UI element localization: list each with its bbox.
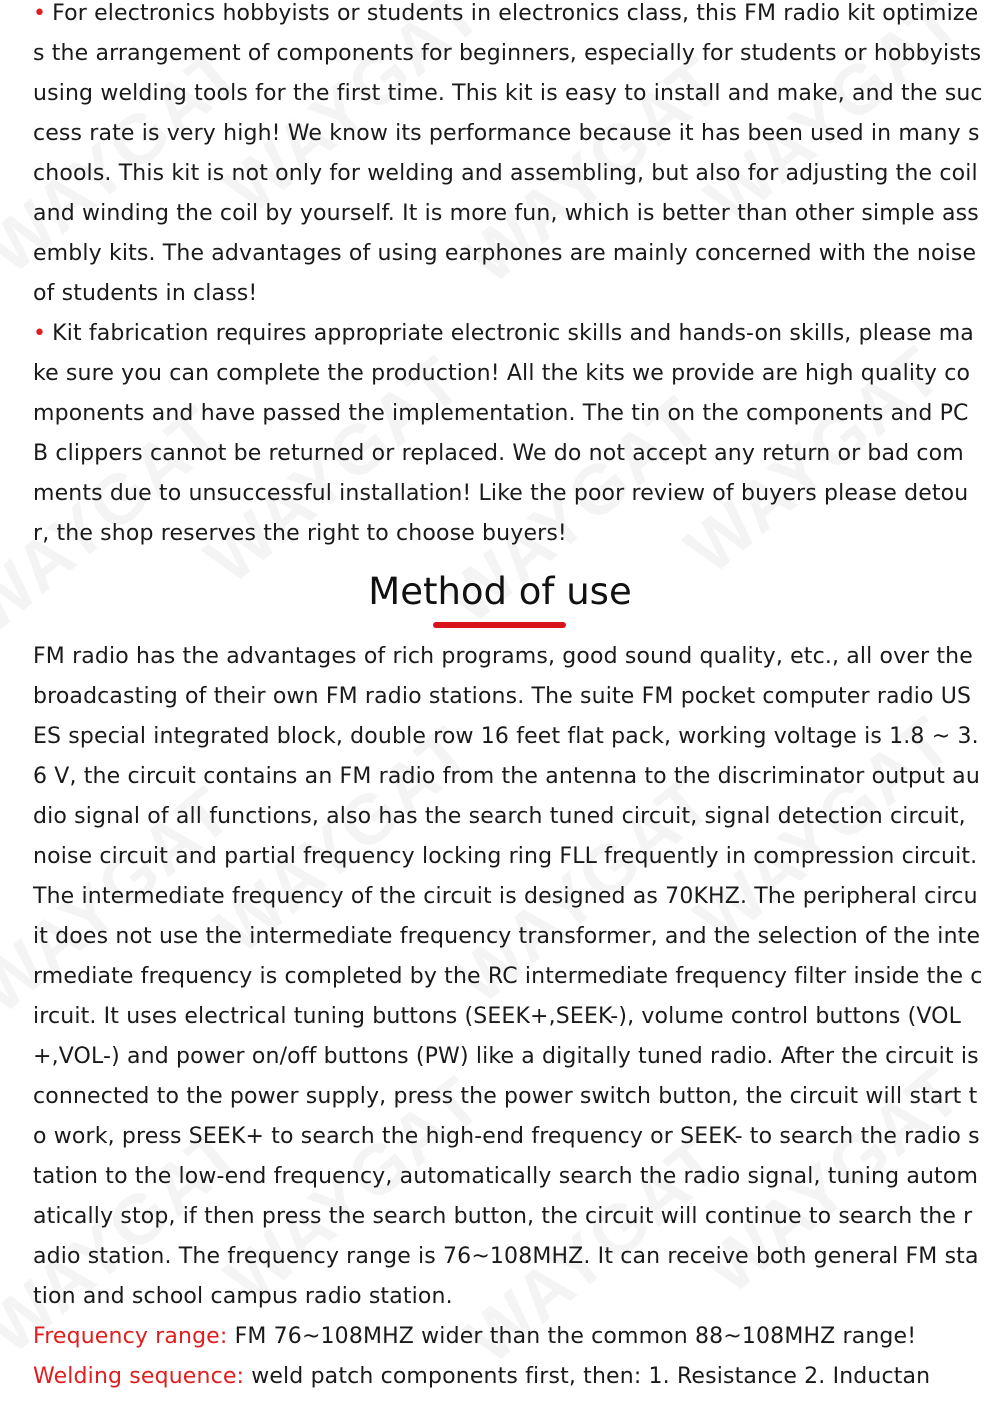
welding-sequence-label: Welding sequence: xyxy=(33,1364,245,1389)
intro-paragraph xyxy=(33,0,983,314)
bullet-marker: • xyxy=(33,1,47,26)
disclaimer-paragraph xyxy=(33,314,983,554)
frequency-range-text: FM 76~108MHZ wider than the common 88~108MHZ range! xyxy=(227,1324,917,1349)
bullet-marker: • xyxy=(33,321,47,346)
method-body-text: FM radio has the advantages of rich programs, good sound quality, etc., all over the broadcasting of their own FM radio stations. The suite FM pocket computer radio USES special integrated block, double row 16 feet flat pack, working voltage is 1.8 ~ 3.6 V, the circuit contains an FM radio from the antenna to the discriminator output audio signal of all functions, also has the search tuned circuit, signal detection circuit, noise circuit and partial frequency locking ring FLL frequently in compression circuit. The intermediate frequency of the circuit is designed as 70KHZ. The peripheral circuit does not use the intermediate frequency transformer, and the selection of the intermediate frequency is completed by the RC intermediate frequency filter inside the circuit. It uses electrical tuning buttons (SEEK+,SEEK-), volume control buttons (VOL+,VOL-) and power on/off buttons (PW) like a digitally tuned radio. After the circuit is connected to the power supply, press the power switch button, the circuit will start to work, press SEEK+ to search the high-end frequency or SEEK- to search the radio station to the low-end frequency, automatically search the radio signal, tuning automatically stop, if then press the search button, the circuit will continue to search the radio station. The frequency range is 76~108MHZ. It can receive both general FM station and school campus radio station. xyxy=(33,644,983,1309)
section-title: Method of use xyxy=(368,570,632,613)
disclaimer-paragraph-text: Kit fabrication requires appropriate electronic skills and hands-on skills, please make sure you can complete the production! All the kits we provide are high quality components and have passed the implementation. The tin on the components and PCB clippers cannot be returned or replaced. We do not accept any return or bad comments due to unsuccessful installation! Like the poor review of buyers please detour, the shop reserves the right to choose buyers! xyxy=(33,321,974,546)
welding-sequence-text: weld patch components first, then: 1. Resistance 2. Inductan xyxy=(244,1364,931,1389)
intro-paragraph-text: For electronics hobbyists or students in electronics class, this FM radio kit optimizes the arrangement of components for beginners, especially for students or hobbyists using welding tools for the first time. This kit is easy to install and make, and the success rate is very high! We know its performance because it has been used in many schools. This kit is not only for welding and assembling, but also for adjusting the coil and winding the coil by yourself. It is more fun, which is better than other simple assembly kits. The advantages of using earphones are mainly concerned with the noise of students in class! xyxy=(33,1,983,306)
method-body xyxy=(33,637,983,1397)
frequency-range-label: Frequency range: xyxy=(33,1324,228,1349)
title-underline xyxy=(433,622,566,628)
